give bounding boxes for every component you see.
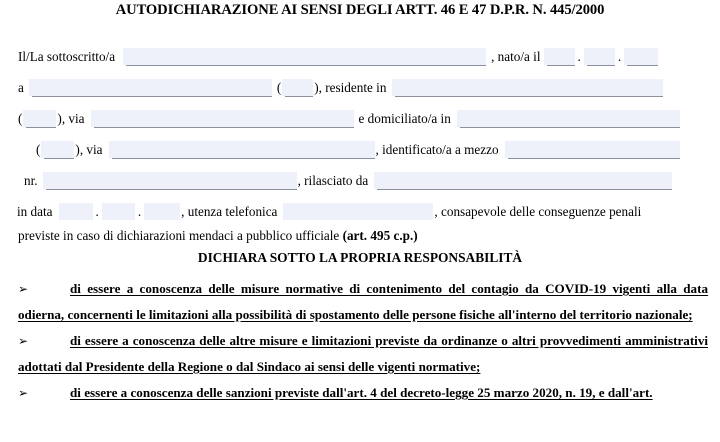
label-place-at: a xyxy=(18,80,24,95)
form-row-document-number xyxy=(18,158,706,189)
input-domicile-city[interactable] xyxy=(457,110,680,127)
declaration-heading: DICHIARA SOTTO LA PROPRIA RESPONSABILITÀ xyxy=(197,250,523,265)
input-issue-month[interactable] xyxy=(102,203,135,220)
declaration-item-text: di essere a conoscenza delle sanzioni previste dall'art. 4 del decreto-legge 25 marzo 2020, n. 19, e dall'art. xyxy=(70,385,653,400)
input-birth-year[interactable] xyxy=(624,48,658,65)
form-row-personal-data xyxy=(18,34,706,65)
label-phone-number: , utenza telefonica xyxy=(181,204,278,219)
penalties-article-reference: (art. 495 c.p.) xyxy=(342,228,418,243)
input-document-number[interactable] xyxy=(43,172,297,189)
input-birth-day[interactable] xyxy=(544,48,575,65)
issue-date-separator-1: . xyxy=(95,204,99,219)
paren-open-birth-province: ( xyxy=(276,80,282,95)
date-separator-2: . xyxy=(617,49,622,64)
paren-open-residence-province: ( xyxy=(18,111,23,126)
label-domicile-street: , via xyxy=(79,142,103,157)
label-residence-street: , via xyxy=(61,111,85,126)
input-issuing-authority[interactable] xyxy=(374,172,672,189)
input-domicile-province[interactable] xyxy=(41,141,74,158)
label-issued-by: , rilasciato da xyxy=(297,173,369,188)
input-id-document-type[interactable] xyxy=(505,141,680,158)
label-aware-of-penalties: , consapevole delle conseguenze penali xyxy=(434,204,642,219)
form-row-domicile xyxy=(18,127,706,158)
input-domicile-street[interactable] xyxy=(109,141,375,158)
penalties-text: previste in caso di dichiarazioni mendaci a pubblico ufficiale xyxy=(18,228,343,243)
label-born-on: , nato/a il xyxy=(491,49,541,64)
label-document-number: nr. xyxy=(24,173,38,188)
label-issue-date: in data xyxy=(17,204,53,219)
label-domiciled-in: e domiciliato/a in xyxy=(358,111,451,126)
arrow-bullet-icon: ➢ xyxy=(18,386,29,400)
arrow-bullet-icon: ➢ xyxy=(18,282,29,296)
date-separator-1: . xyxy=(577,49,581,64)
declaration-item-text: di essere a conoscenza delle altre misure e limitazioni previste da ordinanze o altri provvedimenti amministrativi adottati dal Presidente della Regione o dal Sindaco ai sensi delle vigenti normative; xyxy=(18,333,708,374)
label-identified-by: , identificato/a a mezzo xyxy=(375,142,499,157)
input-birth-month[interactable] xyxy=(584,48,615,65)
declaration-item xyxy=(0,380,720,406)
declaration-item xyxy=(0,276,720,328)
input-issue-year[interactable] xyxy=(144,203,180,220)
declaration-form xyxy=(0,34,720,220)
paren-open-domicile-province: ( xyxy=(36,142,41,157)
paren-close-birth-province: ) xyxy=(314,80,319,95)
declaration-list xyxy=(0,276,720,406)
declaration-item-text: di essere a conoscenza delle misure normative di contenimento del contagio da COVID-19 vigenti alla data odierna, concernenti le limitazioni alla possibilità di spostamento delle persone fisiche all'interno del territorio nazionale; xyxy=(18,281,708,322)
form-row-issue-date-phone xyxy=(18,189,706,220)
input-birth-province[interactable] xyxy=(282,79,313,96)
input-birth-city[interactable] xyxy=(29,79,272,96)
penalties-sentence xyxy=(0,228,720,244)
label-resident-in: , residente in xyxy=(318,80,387,95)
paren-close-domicile-province: ) xyxy=(75,142,80,157)
input-residence-city[interactable] xyxy=(392,79,663,96)
arrow-bullet-icon: ➢ xyxy=(18,334,29,348)
paren-close-residence-province: ) xyxy=(57,111,62,126)
label-subscriber: Il/La sottoscritto/a xyxy=(18,49,116,64)
declaration-item xyxy=(0,328,720,380)
issue-date-separator-2: . xyxy=(137,204,142,219)
input-residence-street[interactable] xyxy=(91,110,354,127)
input-issue-day[interactable] xyxy=(59,203,93,220)
document-title: AUTODICHIARAZIONE AI SENSI DEGLI ARTT. 46 E 47 D.P.R. N. 445/2000 xyxy=(115,2,605,18)
input-phone-number[interactable] xyxy=(283,203,433,220)
input-residence-province[interactable] xyxy=(23,110,56,127)
form-row-residence xyxy=(18,96,706,127)
input-full-name[interactable] xyxy=(123,48,486,65)
form-row-birthplace xyxy=(18,65,706,96)
